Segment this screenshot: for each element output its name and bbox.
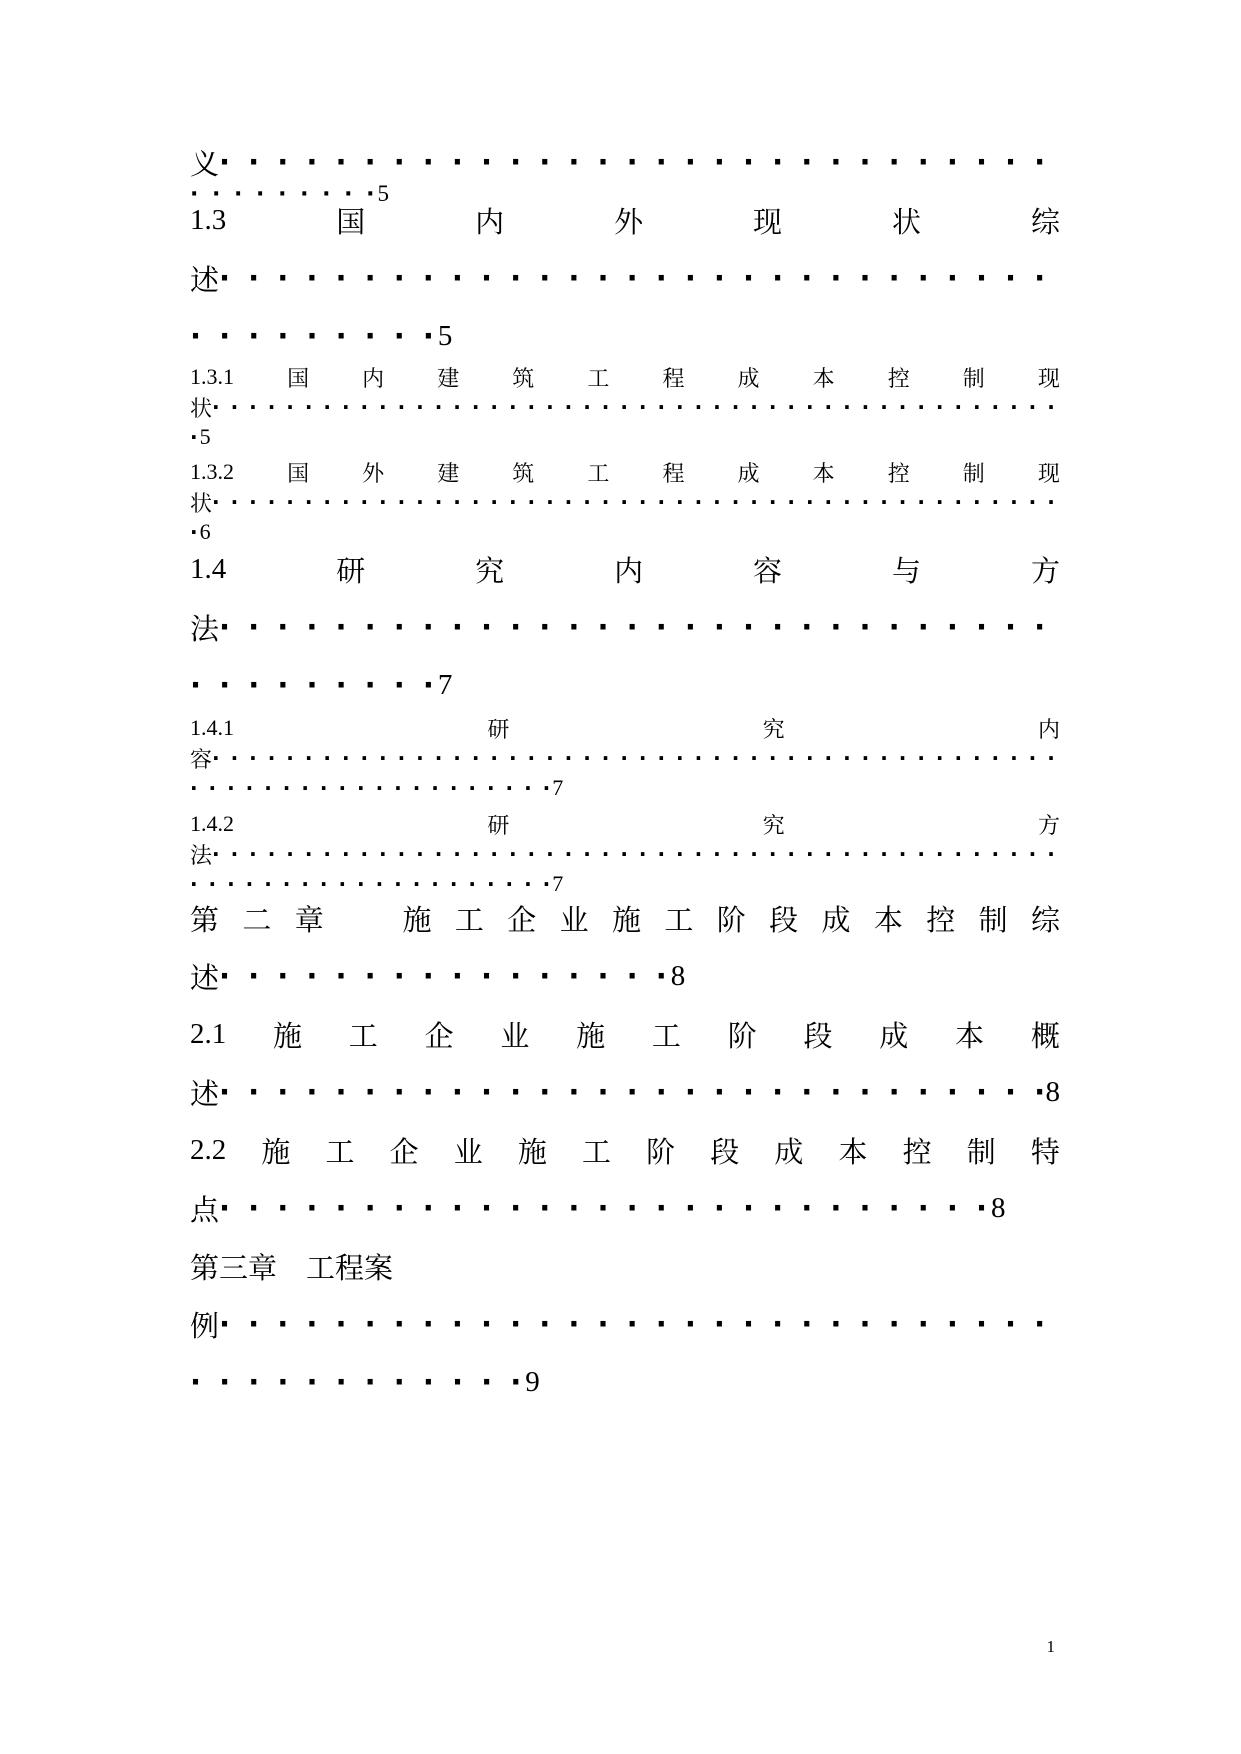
title-char: 成	[774, 1134, 804, 1169]
toc-heading-text: 义	[190, 146, 220, 181]
toc-line-1-4-2-cont	[190, 839, 1060, 869]
title-char: 阶	[646, 1134, 676, 1169]
title-char: 与	[892, 553, 922, 588]
title-char: 内	[1037, 717, 1060, 743]
toc-heading-text: 述	[190, 960, 220, 995]
toc-heading-text: 例	[190, 1308, 220, 1343]
title-char: 制	[966, 1134, 996, 1169]
dot-leader	[219, 610, 1060, 644]
dot-leader	[219, 1075, 1045, 1109]
dot-leader	[212, 490, 1060, 514]
toc-heading-text: 法	[190, 843, 213, 869]
title-char: 第	[190, 902, 220, 937]
toc-line-1-3-1-cont	[190, 392, 1060, 422]
title-char: 施	[273, 1018, 303, 1053]
title-char: 控	[926, 902, 956, 937]
title-char: 究	[762, 717, 785, 743]
dot-leader	[219, 261, 1060, 295]
page-ref: 5	[199, 424, 211, 449]
title-char: 本	[812, 366, 835, 392]
page-ref: 7	[552, 871, 564, 896]
toc-line-1-3-2-cont	[190, 487, 1060, 517]
toc-heading-text: 法	[190, 611, 220, 646]
toc-line-1-3-cont	[190, 256, 1060, 300]
title-char: 筑	[512, 461, 535, 487]
title-char: 本	[838, 1134, 868, 1169]
dot-leader: · · · · · · · · · · · · · · · · · · · · · · · · · · ·	[219, 1191, 991, 1225]
title-char: 国	[336, 204, 366, 239]
section-number: 1.4.2	[190, 811, 234, 836]
title-char: 企	[389, 1134, 419, 1169]
toc-entry-2-1[interactable]	[190, 1012, 1060, 1056]
toc-entry-chapter-2[interactable]	[190, 896, 1060, 940]
title-char: 工	[325, 1134, 355, 1169]
toc-entry-chapter-3[interactable]	[190, 1244, 1060, 1288]
title-char: 控	[887, 366, 910, 392]
title-char: 外	[614, 204, 644, 239]
title-char: 段	[803, 1018, 833, 1053]
title-char: 现	[753, 204, 783, 239]
toc-line-1-3-page	[190, 314, 1060, 358]
dot-leader: · · · · · · · · · · · ·	[190, 1365, 526, 1399]
title-char: 段	[710, 1134, 740, 1169]
title-char: 工	[587, 461, 610, 487]
dot-leader: · · · · · · · · · · · · · · · · · · · ·	[190, 776, 553, 800]
section-number: 2.1	[190, 1017, 227, 1050]
page-ref: 5	[377, 181, 389, 206]
page-ref: 7	[437, 668, 453, 701]
title-char: 工	[651, 1018, 681, 1053]
title-char: 方	[1037, 813, 1060, 839]
page-ref: 9	[525, 1365, 540, 1398]
title-char: 内	[475, 204, 505, 239]
title-char: 施	[402, 902, 432, 937]
title-char: 状	[892, 204, 922, 239]
title-char: 概	[1030, 1018, 1060, 1053]
title-char: 制	[962, 461, 985, 487]
title-char: 究	[475, 553, 505, 588]
dot-leader: · · · · · · · · ·	[190, 319, 438, 353]
page-ref: 8	[990, 1191, 1006, 1224]
dot-leader: · · · · · · · · ·	[190, 181, 378, 207]
title-char: 制	[978, 902, 1008, 937]
toc-line-chapter-2-cont	[190, 954, 1060, 998]
title-char: 业	[500, 1018, 530, 1053]
toc-entry-1-3-2[interactable]	[190, 457, 1060, 487]
title-char: 方	[1030, 553, 1060, 588]
dot-leader: · · · · · · · · · · · · · · · · · · · ·	[190, 872, 553, 896]
title-char: 内	[614, 553, 644, 588]
dot-leader: ·	[190, 520, 200, 544]
title-char: 施	[611, 902, 641, 937]
title-char: 容	[753, 553, 783, 588]
title-char: 成	[737, 366, 760, 392]
dot-leader: · · · · · · · · ·	[190, 668, 438, 702]
title-char: 业	[453, 1134, 483, 1169]
title-char: 二	[242, 902, 272, 937]
title-char: 综	[1030, 204, 1060, 239]
title-char: 段	[769, 902, 799, 937]
toc-heading-text: 容	[190, 747, 213, 773]
page-ref: 5	[437, 319, 453, 352]
dot-leader	[212, 395, 1060, 419]
title-char: 研	[487, 813, 510, 839]
title-char: 现	[1037, 461, 1060, 487]
toc-line-chapter-3-cont	[190, 1302, 1060, 1346]
toc-entry-1-4-1[interactable]	[190, 713, 1060, 743]
toc-entry-1-4[interactable]	[190, 547, 1060, 591]
toc-entry-1-3-1[interactable]	[190, 362, 1060, 392]
title-char: 建	[437, 461, 460, 487]
toc-heading-text: 状	[190, 491, 213, 517]
title-char: 工	[664, 902, 694, 937]
title-char: 建	[437, 366, 460, 392]
toc-line-1-3-2-page	[190, 517, 1060, 547]
title-char: 企	[424, 1018, 454, 1053]
toc-heading-text: 第三章 工程案	[190, 1250, 394, 1285]
dot-leader	[212, 746, 1060, 770]
section-number: 2.2	[190, 1133, 227, 1166]
title-char: 程	[662, 461, 685, 487]
section-number: 1.3.1	[190, 364, 234, 389]
dot-leader	[219, 1307, 1060, 1341]
title-char: 工	[587, 366, 610, 392]
page-ref: 8	[670, 959, 686, 992]
title-char: 制	[962, 366, 985, 392]
toc-line-1-4-2-page	[190, 869, 1060, 899]
toc-line-chapter-3-page	[190, 1360, 1060, 1404]
toc-heading-text: 状	[190, 396, 213, 422]
dot-leader: · · · · · · · · · · · · · · · ·	[219, 959, 671, 993]
title-char: 综	[1030, 902, 1060, 937]
section-number: 1.3	[190, 203, 227, 236]
title-char: 业	[559, 902, 589, 937]
section-number: 1.3.2	[190, 459, 234, 484]
title-char: 成	[821, 902, 851, 937]
title-char: 国	[287, 366, 310, 392]
title-char: 本	[873, 902, 903, 937]
title-char: 成	[879, 1018, 909, 1053]
title-char: 企	[507, 902, 537, 937]
title-char: 筑	[512, 366, 535, 392]
title-char: 本	[812, 461, 835, 487]
title-char: 国	[287, 461, 310, 487]
toc-line-2-1-cont	[190, 1070, 1060, 1114]
page-ref: 8	[1045, 1075, 1060, 1108]
title-char: 工	[348, 1018, 378, 1053]
dot-leader: ·	[190, 425, 200, 449]
title-char: 阶	[716, 902, 746, 937]
toc-line-1-4-1-page	[190, 773, 1060, 803]
dot-leader	[212, 842, 1060, 866]
toc-entry-1-3[interactable]	[190, 198, 1060, 242]
page-number: 1	[1046, 1637, 1055, 1656]
toc-line-2-2-cont	[190, 1186, 1060, 1230]
title-char: 现	[1037, 366, 1060, 392]
title-char: 研	[487, 717, 510, 743]
title-char: 工	[454, 902, 484, 937]
page-ref: 6	[199, 519, 211, 544]
page-ref: 7	[552, 775, 564, 800]
toc-line-1-4-page	[190, 663, 1060, 707]
toc-entry-2-2[interactable]	[190, 1128, 1060, 1172]
section-number: 1.4.1	[190, 715, 234, 740]
title-char: 内	[362, 366, 385, 392]
toc-heading-text: 述	[190, 1076, 220, 1111]
title-char: 控	[887, 461, 910, 487]
title-char: 究	[762, 813, 785, 839]
toc-heading-text: 点	[190, 1192, 220, 1227]
toc-line-1-3-1-page	[190, 422, 1060, 452]
section-number: 1.4	[190, 552, 227, 585]
title-char: 工	[581, 1134, 611, 1169]
title-char: 施	[576, 1018, 606, 1053]
title-char: 阶	[727, 1018, 757, 1053]
title-char: 外	[362, 461, 385, 487]
toc-line-1-4-1-cont	[190, 743, 1060, 773]
title-char: 控	[902, 1134, 932, 1169]
title-char: 本	[955, 1018, 985, 1053]
title-char: 特	[1030, 1134, 1060, 1169]
title-char: 施	[517, 1134, 547, 1169]
toc-line-1-4-cont	[190, 605, 1060, 649]
title-char: 章	[294, 902, 324, 937]
toc-heading-text: 述	[190, 262, 220, 297]
title-char: 施	[261, 1134, 291, 1169]
title-char: 研	[336, 553, 366, 588]
toc-entry-1-4-2[interactable]	[190, 809, 1060, 839]
title-char: 成	[737, 461, 760, 487]
title-char: 程	[662, 366, 685, 392]
